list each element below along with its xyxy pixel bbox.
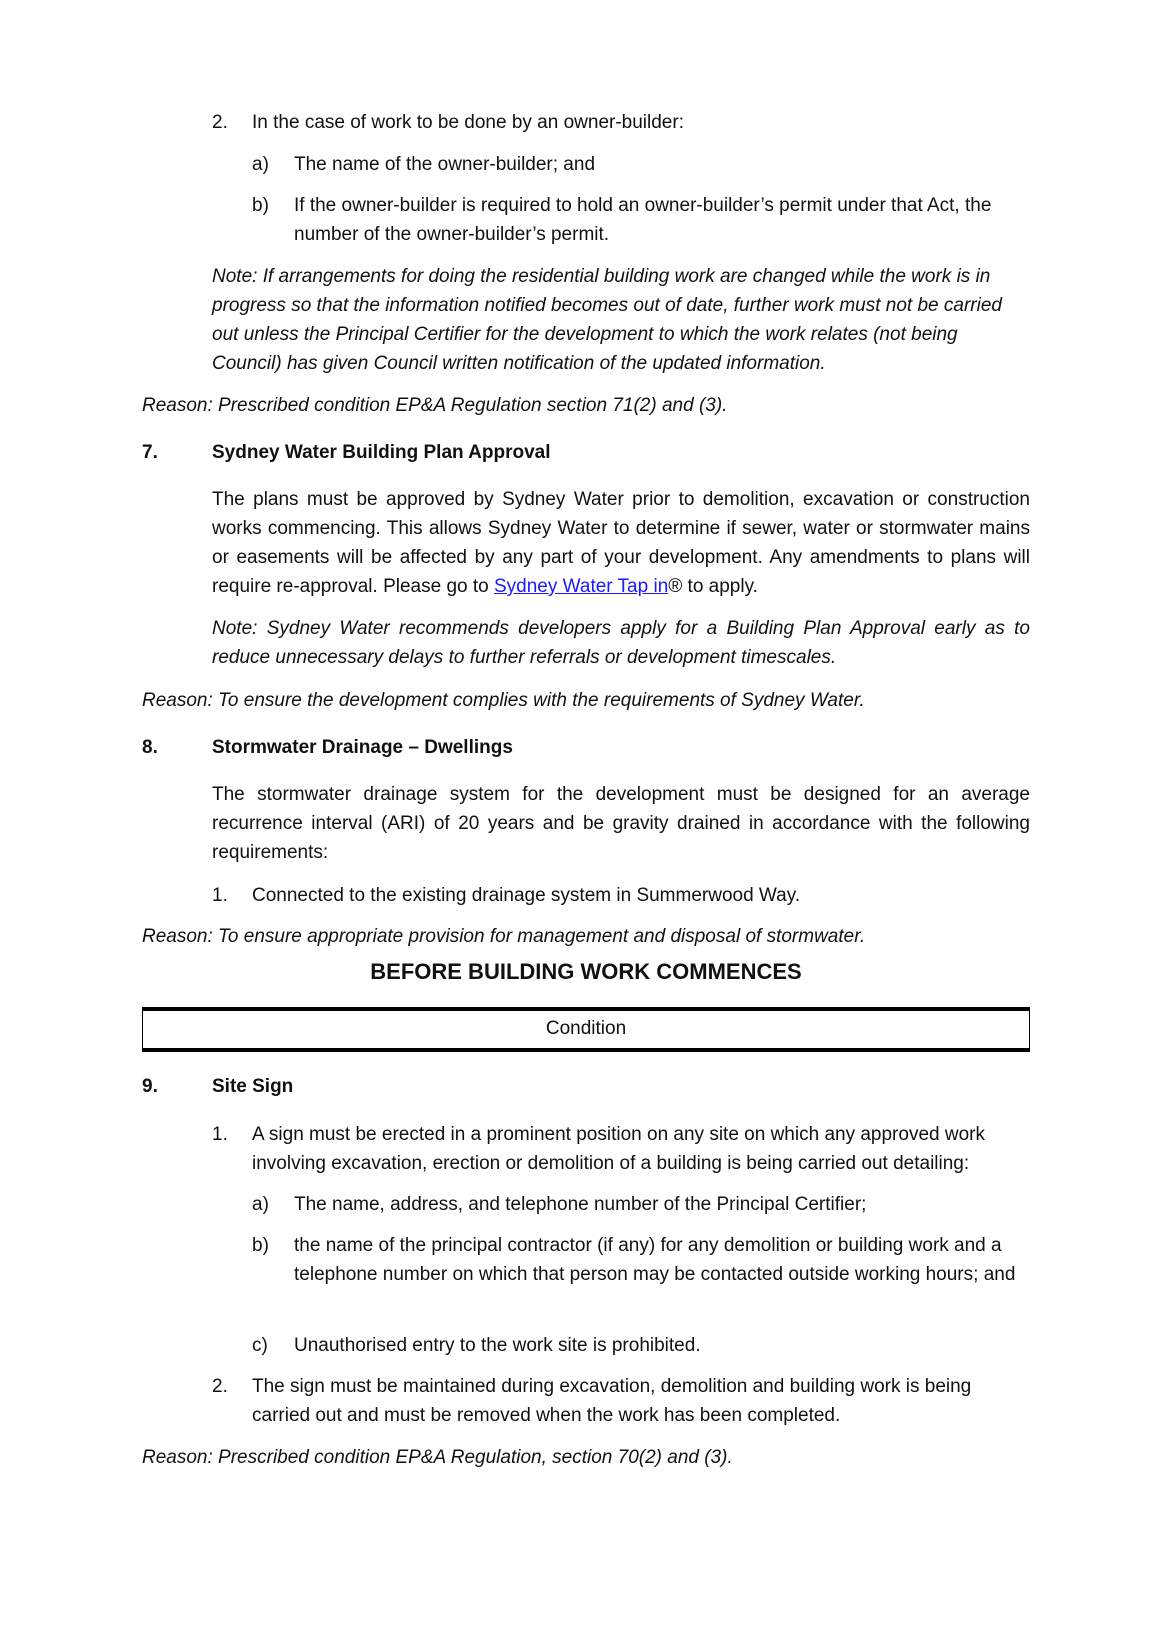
body-text-end: ® to apply. [668, 576, 758, 597]
reason-text: Reason: Prescribed condition EP&A Regulation, section 70(2) and (3). [142, 1447, 733, 1468]
reason-text: Reason: Prescribed condition EP&A Regulation section 71(2) and (3). [142, 395, 728, 416]
sub-list-letter: b) [252, 195, 269, 216]
sub-list-text: Unauthorised entry to the work site is prohibited. [294, 1335, 701, 1356]
sub-list-text: The name of the owner-builder; and [294, 154, 596, 175]
condition-number: 8. [142, 737, 158, 758]
sub-list-letter: b) [252, 1235, 269, 1256]
condition-number: 7. [142, 442, 158, 463]
body-text: The plans must be approved by Sydney Water prior to demolition, excavation or construction works commencing. This allows Sydney Water to determine if sewer, water or stormwater mains or easements will be affected by any part of your development. Any amendments to plans will require re-approval. Please go to [212, 489, 1030, 597]
sub-list-letter: a) [252, 154, 269, 175]
reason-text: Reason: To ensure the development complies with the requirements of Sydney Water. [142, 690, 865, 711]
condition-title: Site Sign [212, 1076, 294, 1097]
condition-title: Stormwater Drainage – Dwellings [212, 737, 513, 758]
sub-list-letter: c) [252, 1335, 268, 1356]
sub-list-letter: a) [252, 1194, 269, 1215]
list-number: 1. [212, 1124, 228, 1145]
list-number: 1. [212, 885, 228, 906]
sub-list-text: If the owner-builder is required to hold an owner-builder’s permit under that Act, the number of the owner-builder’s permit. [294, 195, 992, 245]
list-item-text: In the case of work to be done by an owner-builder: [252, 112, 684, 133]
condition-number: 9. [142, 1076, 158, 1097]
condition-table-header [142, 1007, 1030, 1052]
table-header-label: Condition [545, 1018, 627, 1039]
list-item-text: Connected to the existing drainage system in Summerwood Way. [252, 885, 801, 906]
sydney-water-tap-in-link[interactable]: Sydney Water Tap in [494, 576, 669, 597]
list-item-text: The sign must be maintained during excavation, demolition and building work is being carried out and must be removed when the work has been completed. [252, 1376, 972, 1426]
sub-list-text: the name of the principal contractor (if any) for any demolition or building work and a telephone number on which that person may be contacted outside working hours; and [294, 1235, 1016, 1285]
list-item-text: A sign must be erected in a prominent position on any site on which any approved work involving excavation, erection or demolition of a building is being carried out detailing: [252, 1124, 985, 1174]
condition-body: The stormwater drainage system for the development must be designed for an average recurrence interval (ARI) of 20 years and be gravity drained in accordance with the following requirements: [212, 784, 1030, 863]
condition-title: Sydney Water Building Plan Approval [212, 442, 551, 463]
condition-body [212, 485, 1030, 601]
section-heading: BEFORE BUILDING WORK COMMENCES [370, 959, 802, 984]
reason-text: Reason: To ensure appropriate provision for management and disposal of stormwater. [142, 926, 866, 947]
note-text: Note: If arrangements for doing the residential building work are changed while the work is in progress so that the information notified becomes out of date, further work must not be carried out unless the Principal Certifier for the development to which the work relates (not being Council) has given Council written notification of the updated information. [212, 266, 1002, 374]
note-text: Note: Sydney Water recommends developers apply for a Building Plan Approval early as to reduce unnecessary delays to further referrals or development timescales. [212, 618, 1030, 668]
list-number: 2. [212, 1376, 228, 1397]
sub-list-text: The name, address, and telephone number of the Principal Certifier; [294, 1194, 867, 1215]
list-number: 2. [212, 112, 228, 133]
